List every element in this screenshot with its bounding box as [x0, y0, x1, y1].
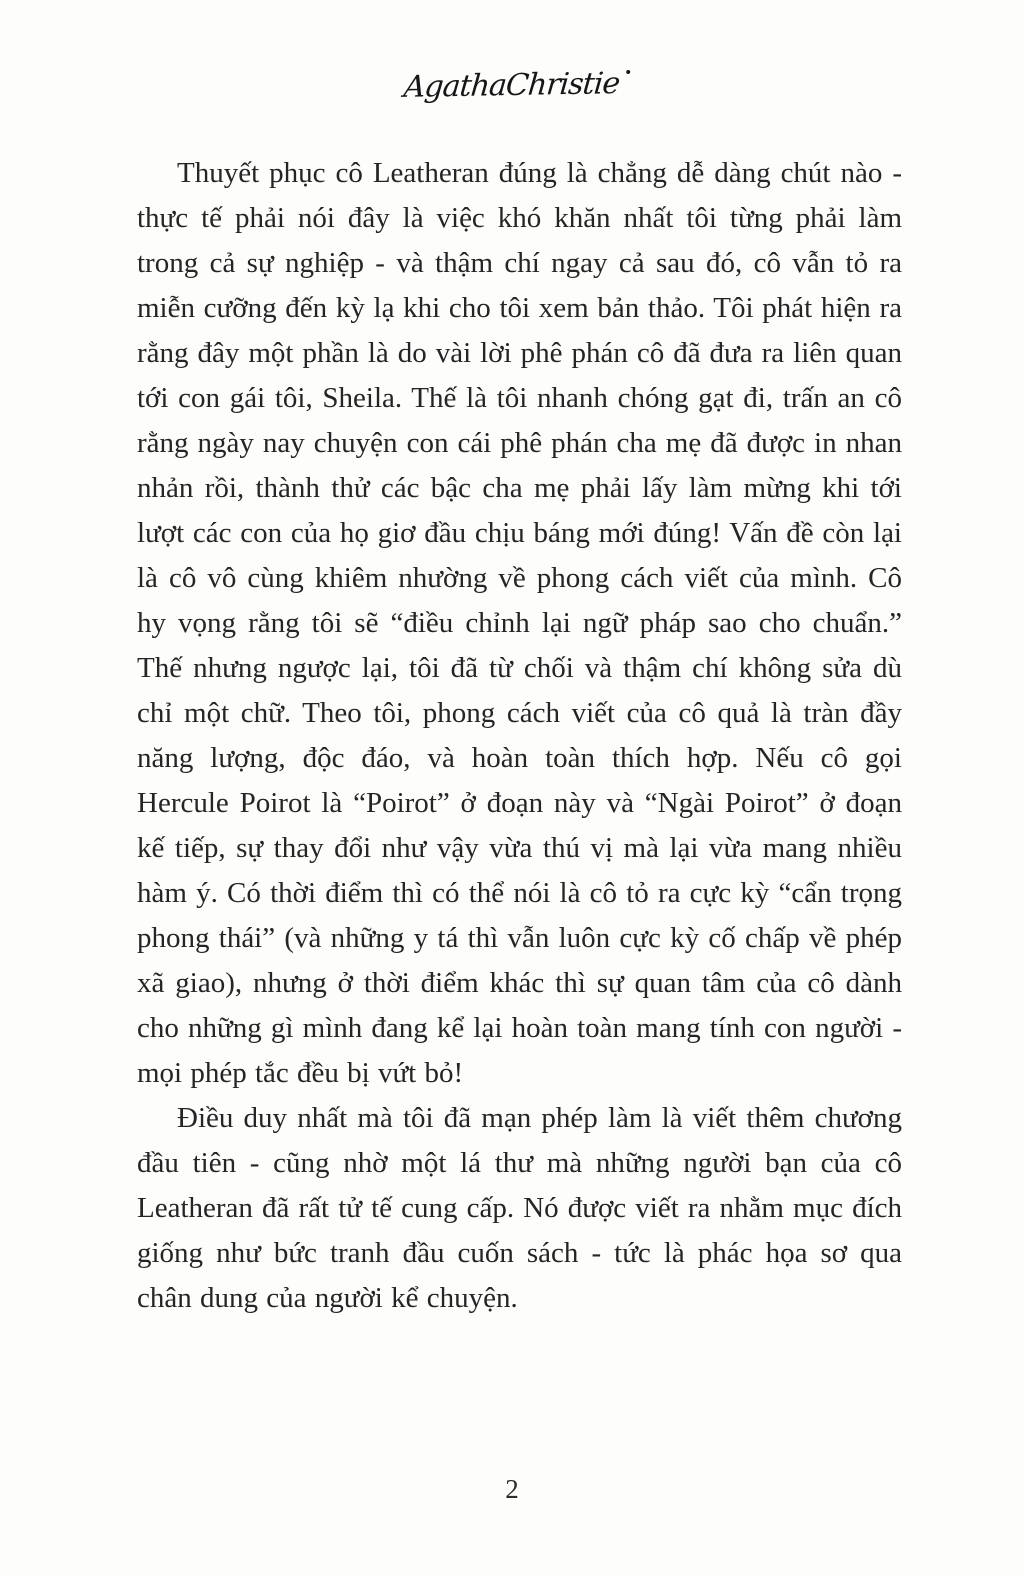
agatha-christie-signature-logo: AgathaChristie: [402, 66, 622, 105]
page-body-text: [137, 151, 902, 1321]
body-paragraph: Điều duy nhất mà tôi đã mạn phép làm là viết thêm chương đầu tiên - cũng nhờ một lá thư mà những người bạn của cô Leatheran đã rất tử tế cung cấp. Nó được viết ra nhằm mục đích giống như bức tranh đầu cuốn sách - tức là phác họa sơ qua chân dung của người kể chuyện.: [137, 1102, 902, 1314]
page-number: 2: [505, 1474, 519, 1504]
page-header: [0, 0, 1024, 103]
body-paragraph: Thuyết phục cô Leatheran đúng là chẳng dễ dàng chút nào - thực tế phải nói đây là việc khó khăn nhất tôi từng phải làm trong cả sự nghiệp - và thậm chí ngay cả sau đó, cô vẫn tỏ ra miễn cưỡng đến kỳ lạ khi cho tôi xem bản thảo. Tôi phát hiện ra rằng đây một phần là do vài lời phê phán cô đã đưa ra liên quan tới con gái tôi, Sheila. Thế là tôi nhanh chóng gạt đi, trấn an cô rằng ngày nay chuyện con cái phê phán cha mẹ đã được in nhan nhản rồi, thành thử các bậc cha mẹ phải lấy làm mừng khi tới lượt các con của họ giơ đầu chịu báng mới đúng! Vấn đề còn lại là cô vô cùng khiêm nhường về phong cách viết của mình. Cô hy vọng rằng tôi sẽ “điều chỉnh lại ngữ pháp sao cho chuẩn.” Thế nhưng ngược lại, tôi đã từ chối và thậm chí không sửa dù chỉ một chữ. Theo tôi, phong cách viết của cô quả là tràn đầy năng lượng, độc đáo, và hoàn toàn thích hợp. Nếu cô gọi Hercule Poirot là “Poirot” ở đoạn này và “Ngài Poirot” ở đoạn kế tiếp, sự thay đổi như vậy vừa thú vị mà lại vừa mang nhiều hàm ý. Có thời điểm thì có thể nói là cô tỏ ra cực kỳ “cẩn trọng phong thái” (và những y tá thì vẫn luôn cực kỳ cố chấp về phép xã giao), nhưng ở thời điểm khác thì sự quan tâm của cô dành cho những gì mình đang kể lại hoàn toàn mang tính con người - mọi phép tắc đều bị vứt bỏ!: [137, 157, 902, 1089]
